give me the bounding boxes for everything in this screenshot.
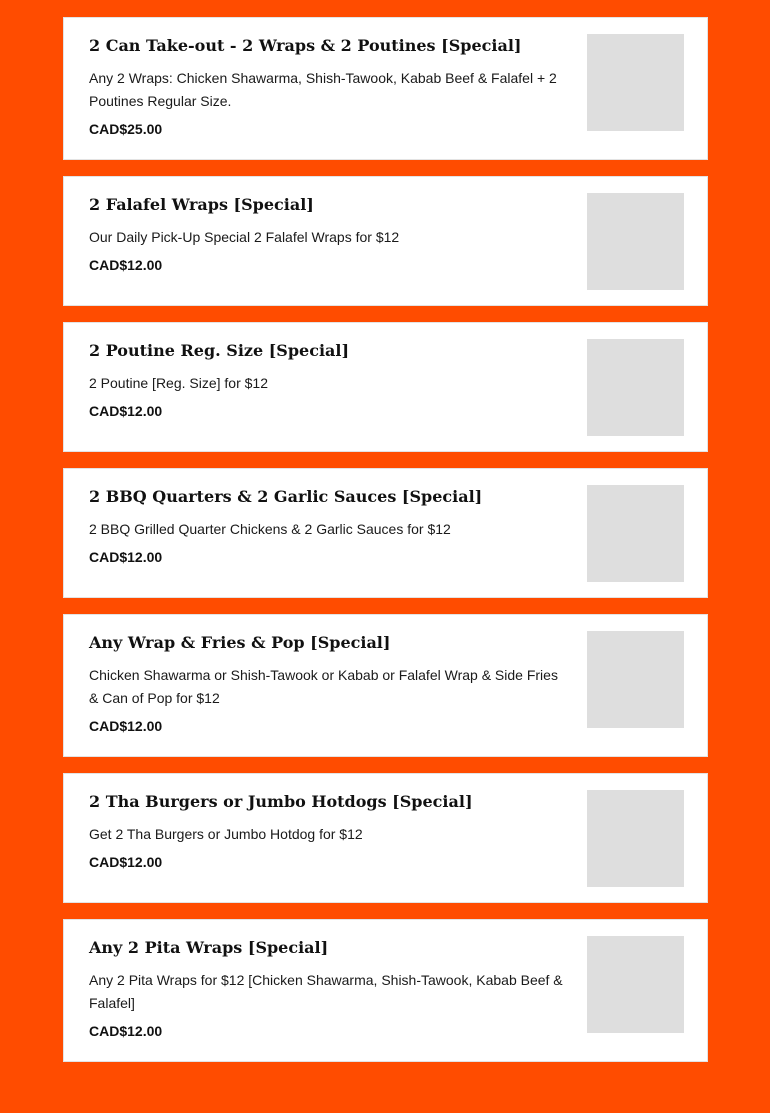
menu-item-description: 2 Poutine [Reg. Size] for $12 xyxy=(89,375,268,391)
menu-item-description: Our Daily Pick-Up Special 2 Falafel Wraps for $12 xyxy=(89,229,400,245)
menu-item-2-falafel-wraps[interactable] xyxy=(63,176,708,306)
menu-item-list xyxy=(63,0,708,1113)
menu-item-name: 2 BBQ Quarters & 2 Garlic Sauces [Special] xyxy=(89,487,483,506)
menu-item-image-placeholder xyxy=(587,339,684,436)
menu-item-image-placeholder xyxy=(587,631,684,728)
menu-item-price: CAD$12.00 xyxy=(89,1023,163,1039)
menu-item-name: 2 Falafel Wraps [Special] xyxy=(89,195,314,214)
menu-item-price: CAD$12.00 xyxy=(89,718,163,734)
menu-item-description: Any 2 Pita Wraps for $12 [Chicken Shawarma, Shish-Tawook, Kabab Beef & Falafel] xyxy=(89,972,563,1011)
menu-item-name: Any 2 Pita Wraps [Special] xyxy=(89,938,329,957)
menu-item-any-wrap-fries-pop[interactable] xyxy=(63,614,708,757)
menu-item-name: 2 Can Take-out - 2 Wraps & 2 Poutines [Special] xyxy=(89,36,522,55)
menu-item-price: CAD$12.00 xyxy=(89,549,163,565)
menu-item-price: CAD$25.00 xyxy=(89,121,163,137)
menu-item-2-poutine[interactable] xyxy=(63,322,708,452)
menu-item-description: Chicken Shawarma or Shish-Tawook or Kabab or Falafel Wrap & Side Fries & Can of Pop for $12 xyxy=(89,667,558,706)
menu-item-name: 2 Poutine Reg. Size [Special] xyxy=(89,341,350,360)
menu-item-2-can-takeout[interactable] xyxy=(63,17,708,160)
menu-item-description: Get 2 Tha Burgers or Jumbo Hotdog for $12 xyxy=(89,826,363,842)
menu-item-image-placeholder xyxy=(587,790,684,887)
menu-item-2-burgers-hotdogs[interactable] xyxy=(63,773,708,903)
menu-item-image-placeholder xyxy=(587,34,684,131)
menu-item-description: 2 BBQ Grilled Quarter Chickens & 2 Garlic Sauces for $12 xyxy=(89,521,451,537)
menu-item-image-placeholder xyxy=(587,936,684,1033)
menu-item-description: Any 2 Wraps: Chicken Shawarma, Shish-Tawook, Kabab Beef & Falafel + 2 Poutines Regular Size. xyxy=(89,70,557,109)
menu-item-2-bbq-quarters[interactable] xyxy=(63,468,708,598)
menu-item-price: CAD$12.00 xyxy=(89,403,163,419)
menu-item-details xyxy=(89,195,564,274)
menu-item-image-placeholder xyxy=(587,485,684,582)
menu-item-image-placeholder xyxy=(587,193,684,290)
menu-item-details xyxy=(89,938,564,1040)
menu-item-name: Any Wrap & Fries & Pop [Special] xyxy=(89,633,391,652)
menu-item-price: CAD$12.00 xyxy=(89,257,163,273)
menu-item-details xyxy=(89,633,564,735)
menu-item-name: 2 Tha Burgers or Jumbo Hotdogs [Special] xyxy=(89,792,473,811)
menu-item-details xyxy=(89,487,564,566)
menu-item-price: CAD$12.00 xyxy=(89,854,163,870)
menu-item-details xyxy=(89,36,564,138)
menu-item-details xyxy=(89,341,564,420)
menu-item-any-2-pita-wraps[interactable] xyxy=(63,919,708,1062)
menu-item-details xyxy=(89,792,564,871)
